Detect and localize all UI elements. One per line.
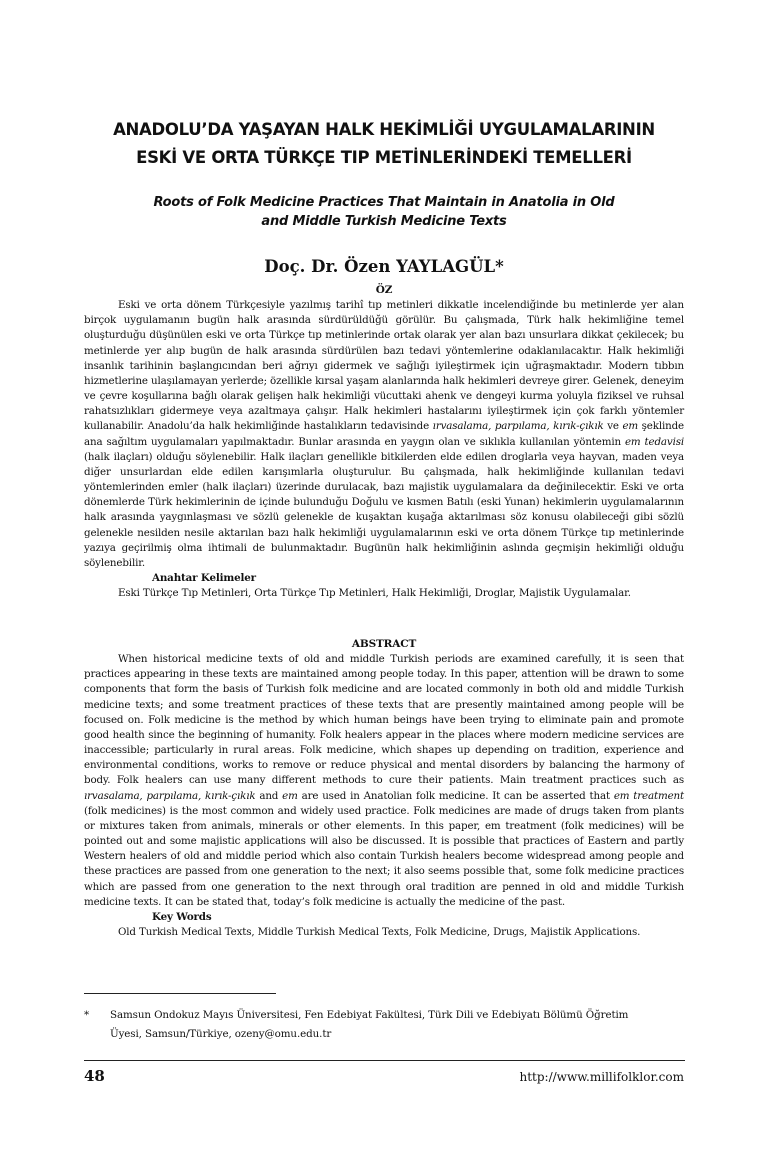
footnote-line-2: Üyesi, Samsun/Türkiye, ozeny@omu.edu.tr — [110, 1028, 332, 1040]
abstract-paragraph — [84, 652, 684, 910]
abstract-text-2: and — [255, 789, 283, 802]
abstract-heading: ABSTRACT — [351, 638, 417, 650]
abstract-section — [84, 637, 684, 940]
author-footnote — [84, 1006, 684, 1044]
oz-italic-em-tedavisi: em tedavisi — [624, 435, 684, 448]
article-title — [84, 116, 684, 172]
abstract-italic-em: em — [282, 789, 298, 802]
title-line-2: ESKİ VE ORTA TÜRKÇE TIP METİNLERİNDEKİ TEMELLERİ — [136, 148, 632, 167]
footnote-mark: * — [84, 1009, 90, 1021]
oz-keywords: Eski Türkçe Tıp Metinleri, Orta Türkçe Tıp Metinleri, Halk Hekimliği, Droglar, Majistik Uygulamalar. — [118, 587, 631, 600]
abstract-text-4: (folk medicines) is the most common and widely used practice. Folk medicines are made of drugs taken from plants or mixtures taken from animals, minerals or other elements. In this paper, em treatment (folk medicines) will be pointed out and some majistic applications will also be discussed. It is possible that practices of Eastern and partly Western healers of old and middle period which also contain Turkish healers become widespread among people and these practices are passed from one generation to the next; it also seems possible that, some folk medicine practices which are passed from one generation to the next through oral tradition are penned in old and middle Turkish medicine texts. It can be stated that, today’s folk medicine is actually the medicine of the past. — [84, 804, 684, 908]
oz-paragraph — [84, 298, 684, 571]
footnote-line-1: Samsun Ondokuz Mayıs Üniversitesi, Fen Edebiyat Fakültesi, Türk Dili ve Edebiyatı Bölümü Öğretim — [110, 1009, 629, 1021]
oz-section — [84, 283, 684, 601]
abstract-text-1: When historical medicine texts of old and middle Turkish periods are examined carefully, it is seen that practices appearing in these texts are maintained among people today. In this paper, attention will be drawn to some components that form the basis of Turkish folk medicine and are located commonly in both old and middle Turkish medicine texts; and some treatment practices of these texts that are presently maintained among people will be focused on. Folk medicine is the method by which human beings have been trying to eliminate pain and promote good health since the beginning of humanity. Folk healers appear in the places where modern medicine services are inaccessible; particularly in rural areas. Folk medicine, which shapes up depending on tradition, experience and environmental conditions, works to remove or reduce physical and mental disorders by balancing the harmony of body. Folk healers can use many different methods to cure their patients. Main treatment practices such as — [84, 653, 684, 787]
oz-italic-em: em — [622, 420, 639, 433]
subtitle-line-2: and Middle Turkish Medicine Texts — [261, 214, 507, 229]
title-line-1: ANADOLU’DA YAŞAYAN HALK HEKİMLİĞİ UYGULAMALARININ — [113, 120, 655, 139]
oz-text-2: ve — [603, 420, 623, 433]
oz-keywords-label: Anahtar Kelimeler — [152, 571, 256, 584]
subtitle-line-1: Roots of Folk Medicine Practices That Maintain in Anatolia in Old — [153, 195, 615, 210]
abstract-italic-terms: ırvasalama, parpılama, kırık-çıkık — [84, 789, 256, 802]
page-footer-rule — [84, 1060, 685, 1061]
abstract-keywords: Old Turkish Medical Texts, Middle Turkish Medical Texts, Folk Medicine, Drugs, Majistik Applications. — [118, 925, 641, 938]
oz-text-4: (halk ilaçları) olduğu söylenebilir. Halk ilaçları genellikle bitkilerden elde edilen droglarla veya hayvan, maden veya diğer unsurlardan elde edilen karışımlarla oluşturulur. Bu çalışmada, halk hekimliğinde kullanılan tedavi yöntemlerinden emler (halk ilaçları) üzerinde durulacak, bazı majistik uygulamalara da değinilecektir. Eski ve orta dönemlerde Türk hekimlerinin de içinde bulunduğu Doğulu ve kısmen Batılı (eski Yunan) hekimlerin uygulamalarının halk arasında yaygınlaşması ve sözlü gelenekle de kuşaktan kuşağa aktarılması söz konusu olabileceği gibi sözlü gelenekle nesilden nesile aktarılan bazı halk hekimliği uygulamalarının eski ve orta dönem Türkçe tıp metinlerinde yazıya geçirilmiş olma ihtimali de bulunmaktadır. Bugünün halk hekimliğinin aslında geçmişin hekimliği olduğu söylenebilir. — [84, 450, 684, 569]
abstract-italic-em-treatment: em treatment — [613, 789, 684, 802]
english-title — [84, 193, 684, 231]
oz-text-3: şeklinde ana sağıltım uygulamaları yapılmaktadır. Bunlar arasında en yaygın olan ve sıklıkla kullanılan yöntemin — [84, 420, 684, 448]
oz-heading: ÖZ — [375, 284, 393, 296]
oz-text-1: Eski ve orta dönem Türkçesiyle yazılmış tarihî tıp metinleri dikkatle incelendiğinde bu metinlerde yer alan birçok uygulamanın bugün halk arasında sürdürüldüğü görülür. Bu çalışmada, Türk halk hekimliğine temel oluşturduğu düşünülen eski ve orta Türkçe tıp metinlerinde ortak olarak yer alan bazı unsurlara dikkat çekilecek; bu metinlerde yer alıp bugün de halk arasında sürdürülen bazı tedavi yöntemlerine odaklanılacaktır. Halk hekimliği insanlık tarihinin başlangıcından beri ağrıyı gidermek ve sağlığı iyileştirmek için uğraşmaktadır. Modern tıbbın hizmetlerine ulaşılamayan yerlerde; özellikle kırsal yaşam alanlarında halk hekimleri devreye girer. Gelenek, deneyim ve çevre koşullarına bağlı olarak gelişen halk hekimliği vücuttaki ahenk ve dengeyi kurma yoluyla fiziksel ve ruhsal rahatsızlıkları gidermeye veya azaltmaya çalışır. Halk hekimleri hastalarını iyileştirmek için çok farklı yöntemler kullanabilir. Anadolu’da halk hekimliğinde hastalıkların tedavisinde — [84, 299, 684, 433]
journal-website-link[interactable]: http://www.millifolklor.com — [519, 1070, 684, 1084]
footnote-divider — [84, 993, 276, 994]
oz-italic-terms: ırvasalama, parpılama, kırık-çıkık — [432, 420, 604, 433]
abstract-keywords-label: Key Words — [152, 910, 212, 923]
abstract-text-3: are used in Anatolian folk medicine. It can be asserted that — [297, 789, 614, 802]
author-name: Doç. Dr. Özen YAYLAGÜL* — [264, 257, 504, 276]
page-number: 48 — [84, 1067, 105, 1085]
